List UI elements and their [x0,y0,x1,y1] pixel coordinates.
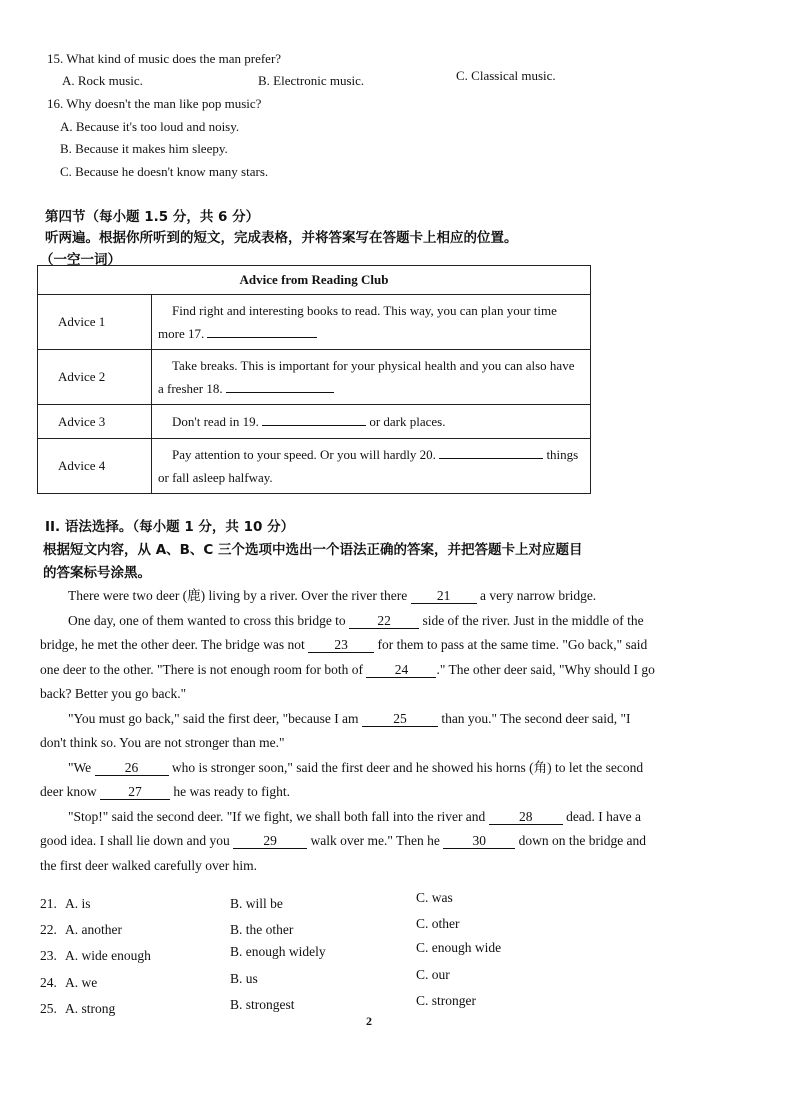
advice-3-label: Advice 3 [38,405,152,439]
option-b: B. the other [230,922,294,937]
advice-table [37,265,591,494]
passage-line: bridge, he met the other deer. The bridge was not 23 for them to pass at the same time. "Go back," said [40,637,648,652]
section-4-heading: 第四节（每小题 1.5 分，共 6 分） [45,209,260,225]
answer-blank-19[interactable] [262,425,366,426]
option-c: C. was [416,890,453,905]
option-c: C. enough wide [416,940,502,955]
advice-4-label: Advice 4 [38,439,152,494]
question-15-option-b: B. Electronic music. [258,73,365,88]
question-16-option-a: A. Because it's too loud and noisy. [60,119,240,134]
question-15-option-a: A. Rock music. [62,73,143,88]
grammar-instruction-line-1: 根据短文内容，从 A、B、C 三个选项中选出一个语法正确的答案，并把答题卡上对应题目 [43,542,583,558]
answer-blank-24[interactable]: 24 [366,663,436,678]
question-16-stem: 16. Why doesn't the man like pop music? [47,96,262,111]
option-c: C. other [416,916,460,931]
advice-3-text: Don't read in 19. or dark places. [152,405,591,439]
section-4-instruction: 听两遍。根据你所听到的短文，完成表格，并将答案写在答题卡上相应的位置。 [45,230,518,246]
answer-blank-20[interactable] [439,458,543,459]
question-15-option-c: C. Classical music. [456,68,556,83]
passage-line: There were two deer (鹿) living by a river. Over the river there 21 a very narrow bridge. [68,588,597,603]
option-b: B. will be [230,896,283,911]
advice-1-label: Advice 1 [38,295,152,350]
answer-blank-29[interactable]: 29 [233,834,307,849]
answer-blank-25[interactable]: 25 [362,712,438,727]
question-16-option-c: C. Because he doesn't know many stars. [60,164,269,179]
option-a: A. another [65,922,122,937]
answer-blank-30[interactable]: 30 [443,834,515,849]
advice-table-title: Advice from Reading Club [38,266,591,295]
option-a: A. we [65,975,98,990]
passage-line: "Stop!" said the second deer. "If we fight, we shall both fall into the river and 28 dead. I have a [68,808,642,824]
page-number: 2 [366,1014,372,1028]
option-number: 25. [40,1001,57,1016]
option-c: C. stronger [416,993,476,1008]
option-b: B. us [230,971,258,986]
advice-2-label: Advice 2 [38,350,152,405]
answer-blank-27[interactable]: 27 [100,785,170,800]
passage-line: One day, one of them wanted to cross this bridge to 22 side of the river. Just in the middle of the [68,612,644,628]
grammar-heading: II. 语法选择。（每小题 1 分，共 10 分） [45,519,295,535]
option-a: A. wide enough [65,948,151,963]
question-16-option-b: B. Because it makes him sleepy. [60,141,228,156]
option-c: C. our [416,967,450,982]
passage-line: "We 26 who is stronger soon," said the first deer and he showed his horns (角) to let the second [68,759,644,775]
passage [40,584,690,878]
passage-line: back? Better you go back." [40,686,187,701]
section-4-note: （一空一词） [40,252,121,268]
answer-blank-22[interactable]: 22 [349,614,419,629]
grammar-instruction-line-2: 的答案标号涂黑。 [43,565,151,581]
question-15-stem: 15. What kind of music does the man prefer? [47,51,282,66]
answer-blank-26[interactable]: 26 [95,761,169,776]
answer-blank-23[interactable]: 23 [308,638,374,653]
answer-blank-28[interactable]: 28 [489,810,563,825]
option-b: B. enough widely [230,944,326,959]
advice-1-text: Find right and interesting books to read. This way, you can plan your time more 17. [152,295,591,350]
advice-4-text: Pay attention to your speed. Or you will hardly 20. things or fall asleep halfway. [152,439,591,494]
advice-2-text: Take breaks. This is important for your physical health and you can also have a fresher 18. [152,350,591,405]
answer-blank-21[interactable]: 21 [411,589,477,604]
passage-line: deer know 27 he was ready to fight. [40,784,290,799]
answer-blank-17[interactable] [207,337,317,338]
option-number: 21. [40,896,57,911]
passage-line: the first deer walked carefully over him. [40,857,258,873]
option-b: B. strongest [230,997,295,1012]
option-number: 23. [40,948,57,963]
passage-line: don't think so. You are not stronger than me." [40,735,285,750]
passage-line: one deer to the other. "There is not enough room for both of 24 ." The other deer said, "Why should I go [40,661,655,677]
option-number: 22. [40,922,57,937]
option-a: A. strong [65,1001,116,1016]
passage-line: "You must go back," said the first deer, "because I am 25 than you." The second deer said, "I [68,710,631,726]
answer-blank-18[interactable] [226,392,334,393]
passage-line: good idea. I shall lie down and you 29 walk over me." Then he 30 down on the bridge and [40,833,647,848]
option-number: 24. [40,975,57,990]
option-a: A. is [65,896,91,911]
